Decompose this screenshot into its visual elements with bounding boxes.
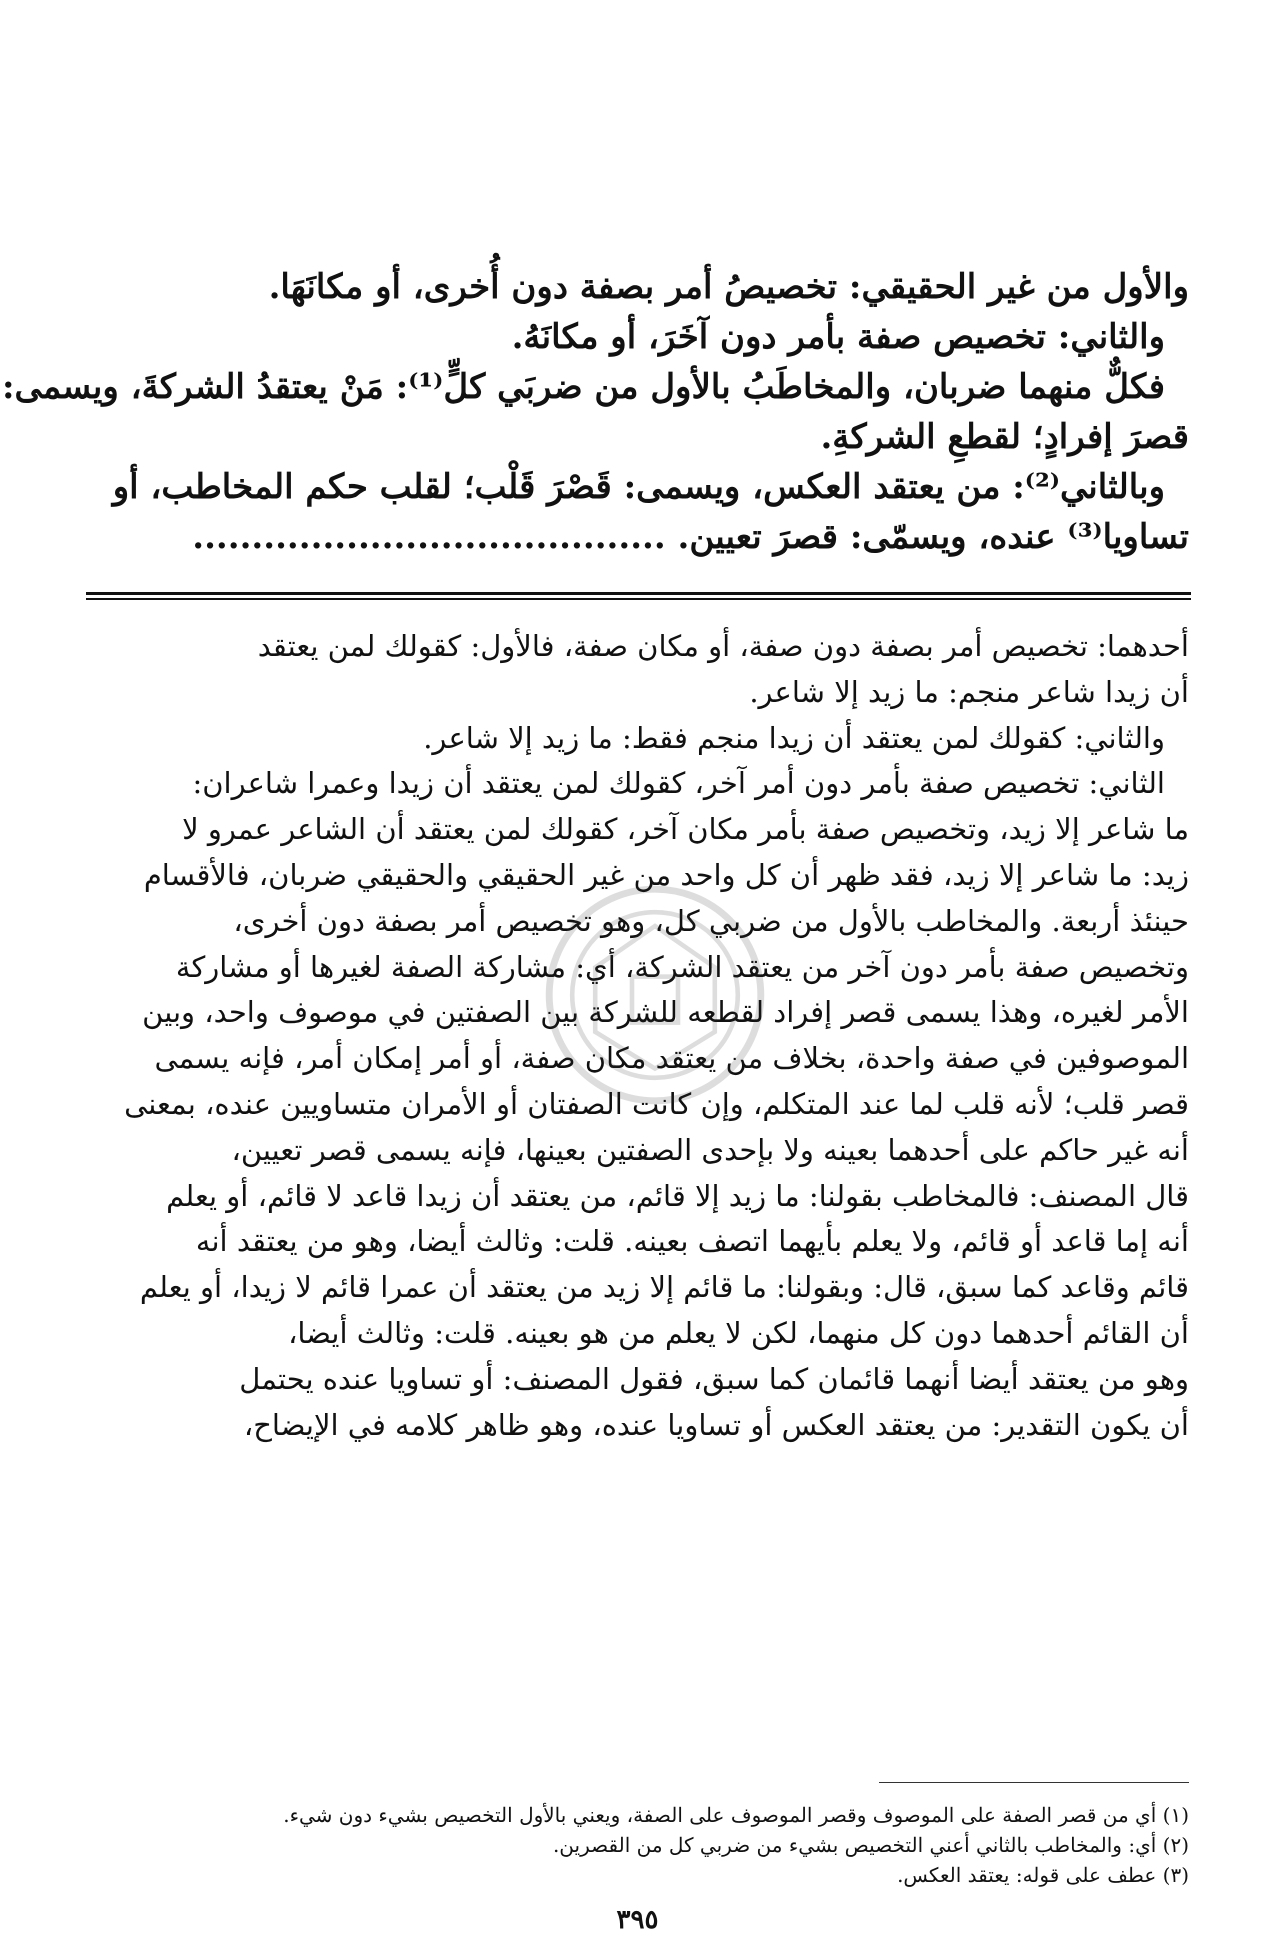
main-text-line: تساويا⁽³⁾ عنده، ويسمّى: قصرَ تعيين. ........................................: [192, 517, 1189, 557]
main-text-line: قصرَ إفرادٍ؛ لقطعِ الشركةِ.: [820, 417, 1189, 457]
commentary-line: أن القائم أحدهما دون كل منهما، لكن لا يعلم من هو بعينه. قلت: وثالث أيضا،: [288, 1315, 1189, 1350]
commentary-line: والثاني: كقولك لمن يعتقد أن زيدا منجم فقط: ما زيد إلا شاعر.: [423, 720, 1165, 755]
commentary-line: الموصوفين في صفة واحدة، بخلاف من يعتقد مكان صفة، أو أمر إمكان أمر، فإنه يسمى: [154, 1041, 1189, 1076]
footnotes: [84, 1800, 1189, 1890]
footnote-line: (١) أي من قصر الصفة على الموصوف وقصر الموصوف على الصفة، ويعني بالأول التخصيص بشيء دون شيء.: [283, 1803, 1189, 1827]
commentary-line: أن زيدا شاعر منجم: ما زيد إلا شاعر.: [749, 674, 1189, 709]
footnote-line: (٣) عطف على قوله: يعتقد العكس.: [897, 1863, 1189, 1887]
commentary-line: أن يكون التقدير: من يعتقد العكس أو تساويا عنده، وهو ظاهر كلامه في الإيضاح،: [243, 1407, 1189, 1442]
footnote-rule: [879, 1782, 1189, 1783]
commentary-line: حينئذ أربعة. والمخاطب بالأول من ضربي كل، وهو تخصيص أمر بصفة دون أخرى،: [233, 903, 1189, 938]
main-text-line: والثاني: تخصيص صفة بأمر دون آخَرَ، أو مكانَهُ.: [511, 317, 1165, 357]
commentary-line: الأمر لغيره، وهذا يسمى قصر إفراد لقطعه للشركة بين الصفتين في موصوف واحد، وبين: [142, 995, 1189, 1030]
page-number: ٣٩٥: [616, 1905, 659, 1935]
commentary-line: قال المصنف: فالمخاطب بقولنا: ما زيد إلا قائم، من يعتقد أن زيدا قاعد لا قائم، أو يعلم: [166, 1178, 1189, 1213]
main-text-line: فكلٌّ منهما ضربان، والمخاطَبُ بالأول من ضربَي كلٍّ⁽¹⁾: مَنْ يعتقدُ الشركةَ، ويسمى:: [2, 367, 1165, 407]
commentary-line: أحدهما: تخصيص أمر بصفة دون صفة، أو مكان صفة، فالأول: كقولك لمن يعتقد: [257, 629, 1189, 663]
section-divider: [86, 592, 1191, 595]
commentary-line: أنه إما قاعد أو قائم، ولا يعلم بأيهما اتصف بعينه. قلت: وثالث أيضا، وهو من يعتقد أنه: [195, 1224, 1189, 1259]
main-text-line: وبالثاني⁽²⁾: من يعتقد العكس، ويسمى: قَصْرَ قَلْب؛ لقلب حكم المخاطب، أو: [112, 467, 1165, 507]
commentary-line: قصر قلب؛ لأنه قلب لما عند المتكلم، وإن كانت الصفتان أو الأمران متساويين عنده، بمعنى: [124, 1086, 1189, 1121]
commentary-line: الثاني: تخصيص صفة بأمر دون أمر آخر، كقولك لمن يعتقد أن زيدا وعمرا شاعران:: [192, 766, 1165, 801]
commentary-line: ما شاعر إلا زيد، وتخصيص صفة بأمر مكان آخر، كقولك لمن يعتقد أن الشاعر عمرو لا: [182, 812, 1189, 847]
footnote-line: (٢) أي: والمخاطب بالثاني أعني التخصيص بشيء من ضربي كل من القصرين.: [552, 1833, 1189, 1857]
library-seal-icon: [540, 880, 770, 1110]
commentary-line: قائم وقاعد كما سبق، قال: وبقولنا: ما قائم إلا زيد من يعتقد أن عمرا قائم لا زيدا، أو يعلم: [139, 1270, 1189, 1305]
commentary-line: زيد: ما شاعر إلا زيد، فقد ظهر أن كل واحد من غير الحقيقي والحقيقي ضربان، فالأقسام: [143, 857, 1189, 892]
commentary-line: وتخصيص صفة بأمر دون آخر من يعتقد الشركة، أي: مشاركة الصفة لغيرها أو مشاركة: [175, 949, 1189, 984]
main-text-line: والأول من غير الحقيقي: تخصيصُ أمر بصفة دون أُخرى، أو مكانَهَا.: [268, 267, 1189, 307]
main-text-block: [2, 262, 1189, 562]
commentary-line: أنه غير حاكم على أحدهما بعينه ولا بإحدى الصفتين بعينها، فإنه يسمى قصر تعيين،: [231, 1132, 1189, 1167]
commentary-line: وهو من يعتقد أيضا أنهما قائمان كما سبق، فقول المصنف: أو تساويا عنده يحتمل: [239, 1361, 1189, 1396]
section-divider-secondary: [86, 598, 1191, 600]
